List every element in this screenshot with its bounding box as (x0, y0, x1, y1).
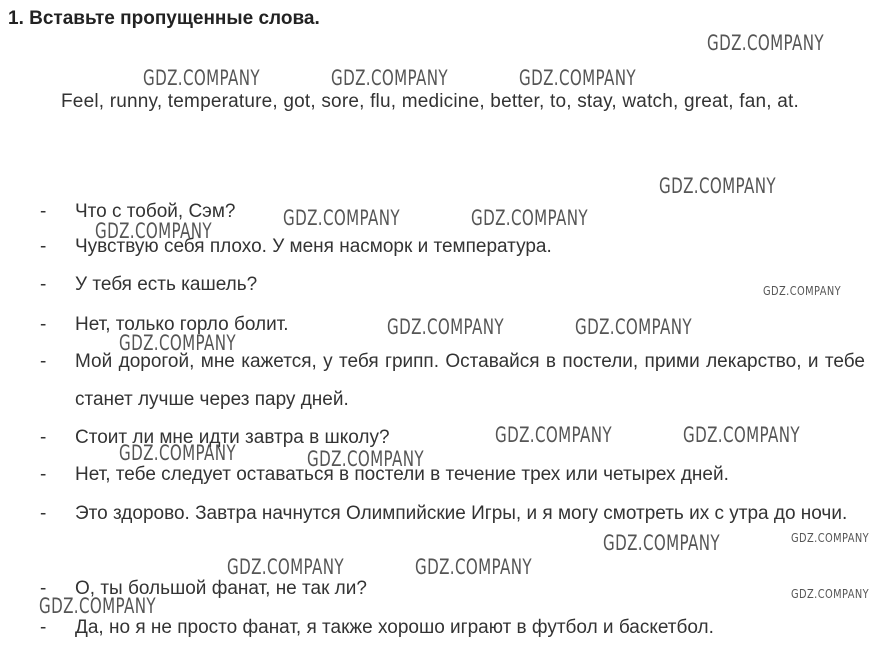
watermark: GDZ.COMPANY (471, 206, 589, 230)
dialogue-line-text: Нет, тебе следует оставаться в постели в течение трех или четырех дней. (75, 464, 729, 485)
dialogue-dash: - (40, 236, 47, 257)
watermark: GDZ.COMPANY (39, 594, 157, 618)
dialogue-dash: - (40, 503, 47, 524)
watermark: GDZ.COMPANY (283, 206, 401, 230)
word-bank: Feel, runny, temperature, got, sore, flu, medicine, better, to, stay, watch, great, fan, at. (61, 91, 799, 112)
watermark: GDZ.COMPANY (683, 423, 801, 447)
watermark: GDZ.COMPANY (575, 315, 693, 339)
dialogue-dash: - (40, 464, 47, 485)
dialogue-line-text: О, ты большой фанат, не так ли? (75, 578, 367, 599)
watermark: GDZ.COMPANY (603, 531, 721, 555)
watermark: GDZ.COMPANY (495, 423, 613, 447)
watermark: GDZ.COMPANY (791, 587, 870, 601)
watermark: GDZ.COMPANY (119, 331, 237, 355)
watermark: GDZ.COMPANY (387, 315, 505, 339)
dialogue-line-text: Нет, только горло болит. (75, 314, 289, 335)
watermark: GDZ.COMPANY (659, 174, 777, 198)
dialogue-line-text: Стоит ли мне идти завтра в школу? (75, 427, 390, 448)
watermark: GDZ.COMPANY (307, 447, 425, 471)
watermark: GDZ.COMPANY (415, 555, 533, 579)
dialogue-dash: - (40, 427, 47, 448)
watermark: GDZ.COMPANY (519, 66, 637, 90)
dialogue-line-text: Это здорово. Завтра начнутся Олимпийские Игры, и я могу смотреть их с утра до ночи. (75, 503, 848, 524)
dialogue-dash: - (40, 617, 47, 638)
watermark: GDZ.COMPANY (119, 441, 237, 465)
dialogue-dash: - (40, 578, 47, 599)
dialogue-dash: - (40, 274, 47, 295)
watermark: GDZ.COMPANY (791, 531, 870, 545)
watermark: GDZ.COMPANY (143, 66, 261, 90)
watermark: GDZ.COMPANY (95, 219, 213, 243)
dialogue-line-text: У тебя есть кашель? (75, 274, 258, 295)
watermark: GDZ.COMPANY (227, 555, 345, 579)
dialogue-line-text: Что с тобой, Сэм? (75, 201, 236, 222)
exercise-heading: 1. Вставьте пропущенные слова. (8, 8, 320, 29)
dialogue-dash: - (40, 201, 47, 222)
dialogue-line-text: Чувствую себя плохо. У меня насморк и температура. (75, 236, 552, 257)
watermark: GDZ.COMPANY (707, 31, 825, 55)
dialogue-dash: - (40, 314, 47, 335)
watermark: GDZ.COMPANY (331, 66, 449, 90)
dialogue-line-text: Мой дорогой, мне кажется, у тебя грипп. Оставайся в постели, прими лекарство, и тебе станет лучше через пару дней. (75, 351, 865, 410)
watermark: GDZ.COMPANY (763, 284, 842, 298)
dialogue-dash: - (40, 351, 47, 372)
dialogue-line-text: Да, но я не просто фанат, я также хорошо играют в футбол и баскетбол. (75, 617, 714, 638)
